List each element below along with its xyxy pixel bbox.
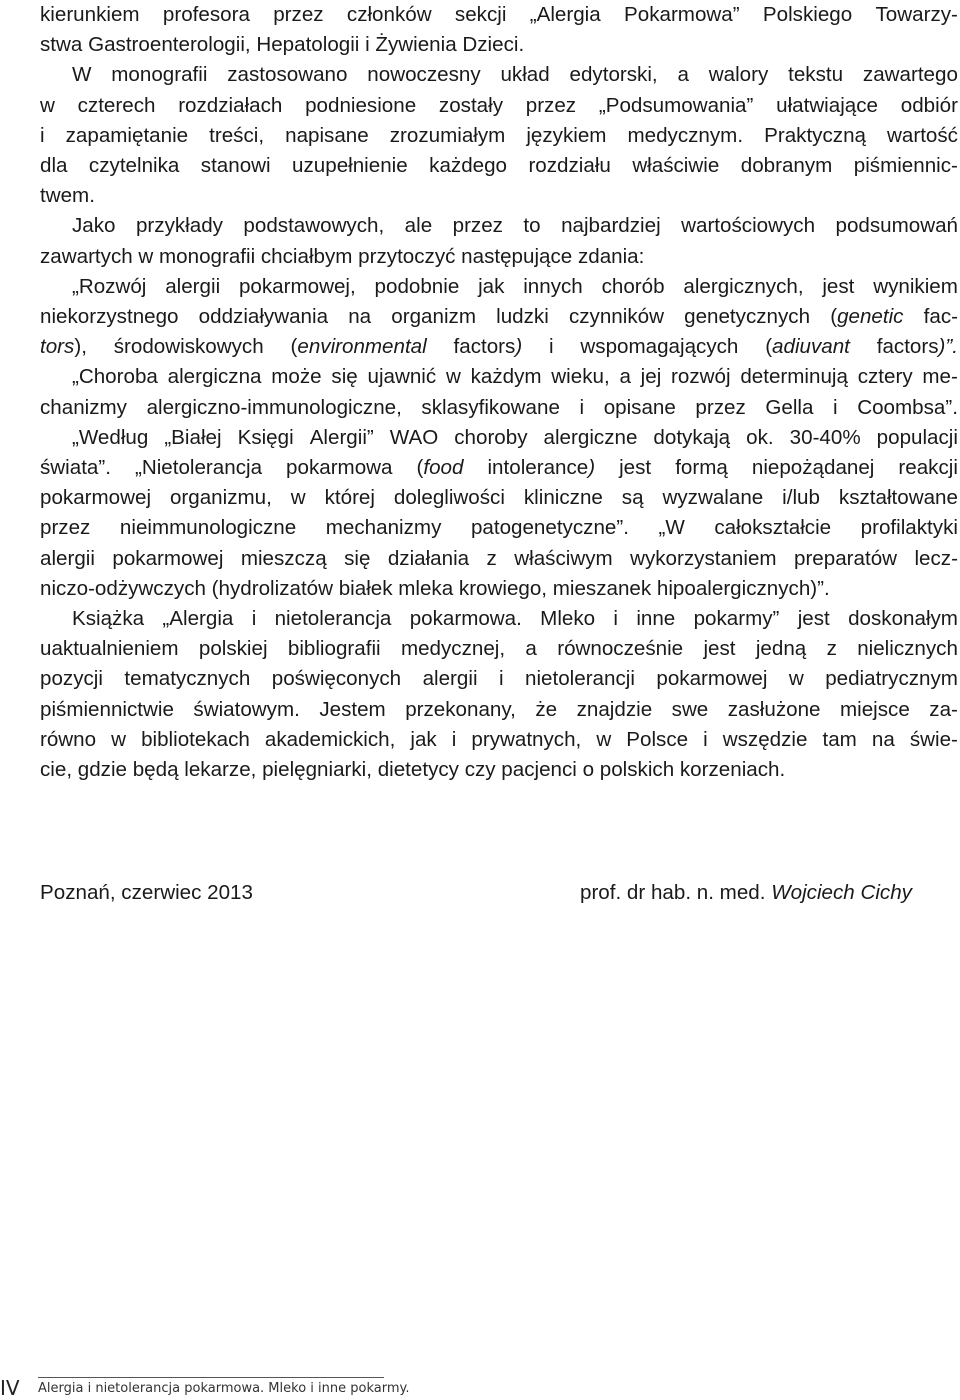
text-line: pozycji tematycznych poświęconych alergii i nietolerancji pokarmowej w pediatrycznym [40, 667, 958, 691]
text-line: Jako przykłady podstawowych, ale przez to najbardziej wartościowych podsumowań [72, 214, 958, 238]
text-line: „Choroba alergiczna może się ujawnić w każdym wieku, a jej rozwój determinują cztery me- [72, 365, 958, 389]
text-line: dla czytelnika stanowi uzupełnienie każdego rozdziału właściwie dobranym piśmiennic- [40, 154, 958, 177]
page-number: IV [0, 1376, 20, 1400]
text-line: pokarmowej organizmu, w której dolegliwości kliniczne są wyzwalane i/lub kształtowane [40, 486, 958, 510]
text-line: „Rozwój alergii pokarmowej, podobnie jak innych chorób alergicznych, jest wynikiem [72, 274, 958, 298]
author-title: prof. dr hab. n. med. [580, 881, 766, 904]
text-line: stwa Gastroenterologii, Hepatologii i Żywienia Dzieci. [40, 33, 525, 57]
footer-rule [38, 1377, 384, 1378]
text-line: kierunkiem profesora przez członków sekcji „Alergia Pokarmowa” Polskiego Towarzy- [40, 3, 958, 26]
footer-book-title: Alergia i nietolerancja pokarmowa. Mleko i inne pokarmy. [38, 1381, 410, 1396]
text-line: twem. [40, 184, 95, 208]
text-line: niczo-odżywczych (hydrolizatów białek mleka krowiego, mieszanek hipoalergicznych)”. [40, 576, 830, 600]
text-line: w czterech rozdziałach podniesione zostały przez „Podsumowania” ułatwiające odbiór [40, 93, 958, 117]
author-name: Wojciech Cichy [771, 881, 912, 904]
text-line: świata”. „Nietolerancja pokarmowa (food intolerance) jest formą niepożądanej reakcji [40, 456, 958, 479]
text-line: chanizmy alergiczno-immunologiczne, sklasyfikowane i opisane przez Gella i Coombsa”. [40, 395, 958, 419]
text-line: „Według „Białej Księgi Alergii” WAO choroby alergiczne dotykają ok. 30-40% populacji [72, 425, 958, 449]
text-line: piśmiennictwie światowym. Jestem przekonany, że znajdzie swe zasłużone miejsce za- [40, 697, 958, 721]
text-line: tors), środowiskowych (environmental factors) i wspomagających (adiuvant factors)”. [40, 335, 958, 359]
text-line: równo w bibliotekach akademickich, jak i prywatnych, w Polsce i wszędzie tam na świe- [40, 727, 958, 751]
text-line: niekorzystnego oddziaływania na organizm ludzki czynników genetycznych (genetic fac- [40, 305, 958, 328]
signature-place-date: Poznań, czerwiec 2013 [40, 881, 253, 904]
text-line: i zapamiętanie treści, napisane zrozumiałym językiem medycznym. Praktyczną wartość [40, 123, 958, 147]
text-line: W monografii zastosowano nowoczesny układ edytorski, a walory tekstu zawartego [72, 63, 958, 87]
signature-author [580, 878, 912, 908]
text-line: Książka „Alergia i nietolerancja pokarmowa. Mleko i inne pokarmy” jest doskonałym [72, 607, 958, 630]
text-line: uaktualnieniem polskiej bibliografii medycznej, a równocześnie jest jedną z nielicznych [40, 637, 958, 661]
text-line: alergii pokarmowej mieszczą się działania z właściwym wykorzystaniem preparatów lecz- [40, 546, 958, 570]
text-line: zawartych w monografii chciałbym przytoczyć następujące zdania: [40, 244, 645, 268]
text-line: przez nieimmunologiczne mechanizmy patogenetyczne”. „W całokształcie profilaktyki [40, 516, 958, 540]
text-line: cie, gdzie będą lekarze, pielęgniarki, dietetycy czy pacjenci o polskich korzeniach. [40, 758, 786, 781]
